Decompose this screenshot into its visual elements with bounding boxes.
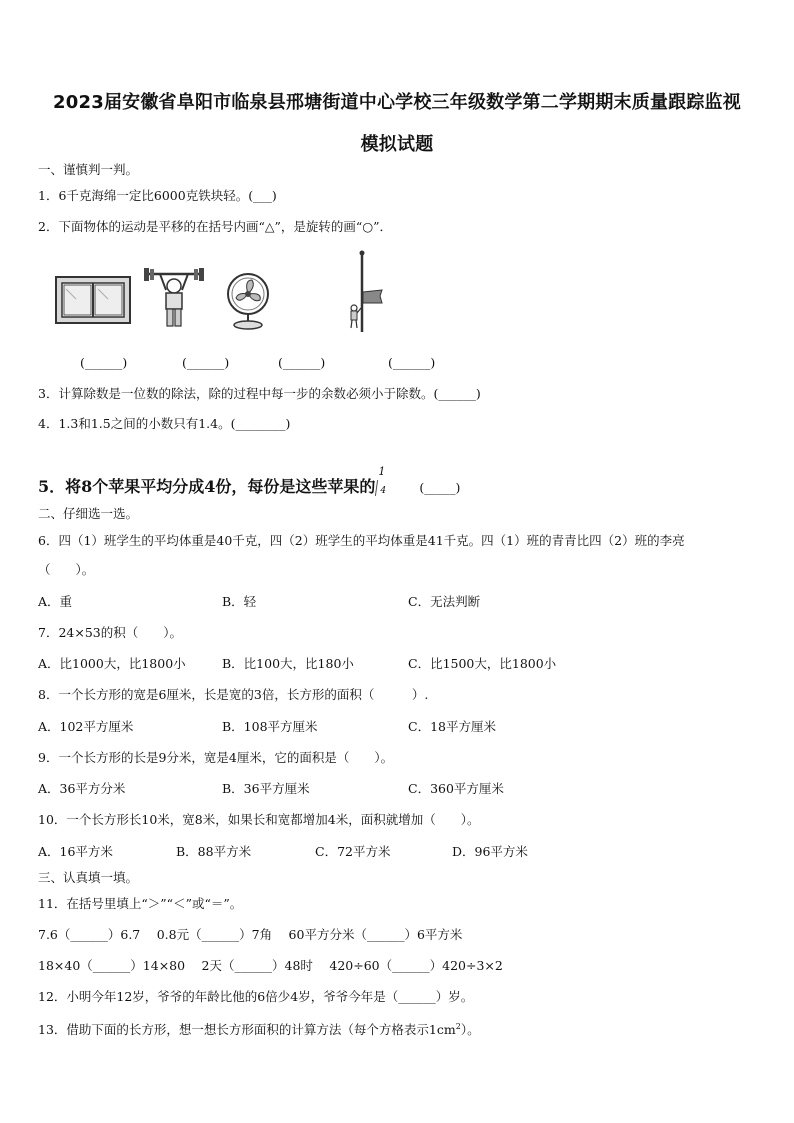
q7-option-b[interactable]: B．比100大，比180小 [222, 656, 354, 671]
question-5-text: 5．将8个苹果平均分成4份，每份是这些苹果的 [38, 477, 376, 496]
q8-option-a[interactable]: A．102平方厘米 [38, 719, 134, 734]
question-9: 9．一个长方形的长是9分米，宽是4厘米，它的面积是（ ）。 [38, 750, 394, 765]
question-11-row-1[interactable]: 7.6（______）6.7 0.8元（______）7角 60平方分米（______）6平方米 [38, 927, 463, 942]
question-6-continued: （ ）。 [38, 562, 95, 577]
question-5 [38, 465, 461, 498]
question-11-row-2[interactable]: 18×40（______）14×80 2天（______）48时 420÷60（______）420÷3×2 [38, 958, 503, 973]
question-11: 11．在括号里填上“＞”“＜”或“＝”。 [38, 896, 243, 911]
question-6: 6．四（1）班学生的平均体重是40千克，四（2）班学生的平均体重是41千克。四（1）班的青青比四（2）班的李亮 [38, 533, 685, 548]
exam-title-line2: 模拟试题 [360, 134, 434, 155]
section-heading-1: 一、谨慎判一判。 [38, 162, 139, 177]
q7-option-c[interactable]: C．比1500大，比1800小 [408, 656, 557, 671]
q2-blank-3[interactable]: (______) [278, 355, 326, 370]
q8-option-b[interactable]: B．108平方厘米 [222, 719, 318, 734]
q9-option-c[interactable]: C．360平方厘米 [408, 781, 504, 796]
question-1: 1．6千克海绵一定比6000克铁块轻。(___) [38, 188, 277, 203]
question-10: 10．一个长方形长10米，宽8米，如果长和宽都增加4米，面积就增加（ ）。 [38, 812, 480, 827]
q6-option-c[interactable]: C．无法判断 [408, 594, 481, 609]
q2-blank-1[interactable]: (______) [80, 355, 128, 370]
q7-option-a[interactable]: A．比1000大，比1800小 [38, 656, 186, 671]
superscript-2: 2 [455, 1022, 461, 1031]
question-3: 3．计算除数是一位数的除法，除的过程中每一步的余数必须小于除数。(______) [38, 386, 481, 401]
section-heading-2: 二、仔细选一选。 [38, 506, 139, 521]
question-12: 12．小明今年12岁，爷爷的年龄比他的6倍少4岁，爷爷今年是（______）岁。 [38, 989, 474, 1004]
question-13-text: 13．借助下面的长方形，想一想长方形面积的计算方法（每个方格表示1cm [38, 1022, 456, 1038]
q2-blank-2[interactable]: (______) [182, 355, 230, 370]
window-icon [54, 275, 132, 325]
q9-option-b[interactable]: B．36平方厘米 [222, 781, 310, 796]
flagpole-icon [342, 250, 386, 334]
question-8: 8．一个长方形的宽是6厘米，长是宽的3倍，长方形的面积（ ）. [38, 687, 429, 702]
q10-option-a[interactable]: A．16平方米 [38, 844, 113, 859]
fan-icon [222, 270, 274, 332]
section-heading-3: 三、认真填一填。 [38, 870, 139, 885]
q10-option-d[interactable]: D．96平方米 [452, 844, 528, 859]
q10-option-b[interactable]: B．88平方米 [176, 844, 252, 859]
q9-option-a[interactable]: A．36平方分米 [38, 781, 126, 796]
q10-option-c[interactable]: C．72平方米 [315, 844, 391, 859]
question-7: 7．24×53的积（ ）。 [38, 625, 182, 640]
question-4: 4．1.3和1.5之间的小数只有1.4。(________) [38, 416, 291, 431]
question-13-end: ）。 [460, 1022, 480, 1038]
exam-title-line1: 2023届安徽省阜阳市临泉县邢塘街道中心学校三年级数学第二学期期末质量跟踪监视 [53, 92, 741, 113]
q6-option-a[interactable]: A．重 [38, 594, 73, 609]
question-5-blank[interactable]: (_____) [419, 480, 461, 495]
question-13 [38, 1019, 480, 1038]
fraction-one-quarter: 1 4 [375, 472, 385, 498]
q8-option-c[interactable]: C．18平方厘米 [408, 719, 496, 734]
q2-blank-4[interactable]: (______) [388, 355, 436, 370]
question-2: 2．下面物体的运动是平移的在括号内画“△”，是旋转的画“○”． [38, 219, 393, 234]
weightlifter-icon [142, 266, 206, 330]
q6-option-b[interactable]: B．轻 [222, 594, 257, 609]
